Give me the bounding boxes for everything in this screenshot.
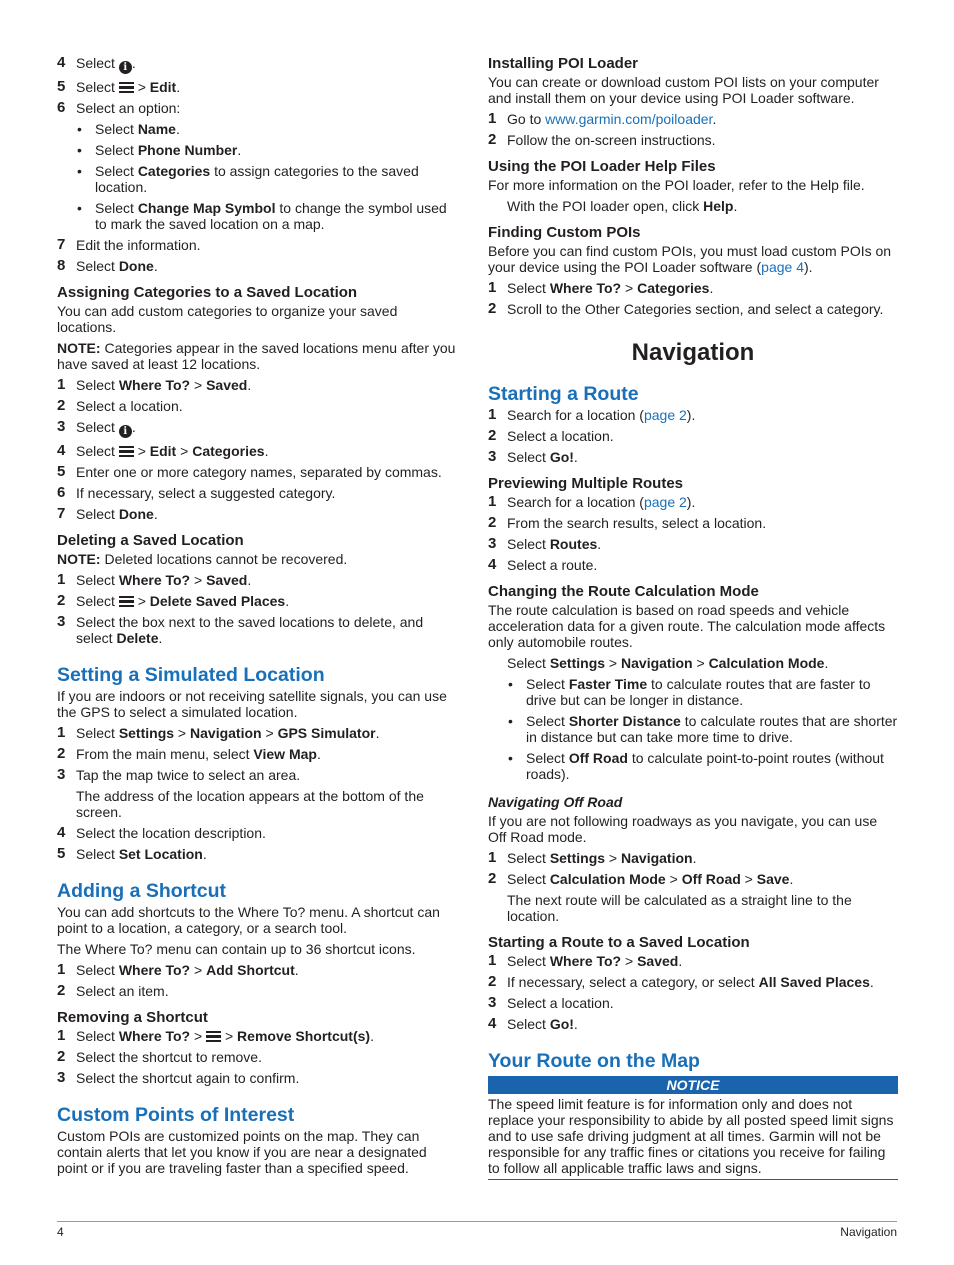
info-icon: i [119, 425, 132, 438]
note: NOTE: Deleted locations cannot be recovered. [57, 551, 348, 567]
step: 2 From the main menu, select View Map. [57, 745, 321, 762]
menu-icon [119, 82, 134, 93]
page-link[interactable]: page 2 [643, 494, 687, 510]
step: 8 Select Done. [57, 257, 158, 274]
step: 4 Select Go!. [488, 1015, 578, 1032]
step: 3 Tap the map twice to select an area. [57, 766, 301, 783]
page-link[interactable]: page 4 [761, 259, 804, 275]
section-title: Custom Points of Interest [57, 1104, 295, 1126]
step: 3 Select a location. [488, 994, 614, 1011]
notice-bar: NOTICE [488, 1076, 898, 1094]
step: 2 Select the shortcut to remove. [57, 1048, 262, 1065]
step-note: The next route will be calculated as a straight line to the location. [507, 892, 852, 924]
step: 1 Select Where To? > Add Shortcut. [57, 961, 299, 978]
paragraph: The route calculation is based on road speeds and vehicle acceleration data for a given route. The calculation mode affects only automobile routes. [488, 602, 886, 650]
note: NOTE: Categories appear in the saved locations menu after you have saved at least 12 locations. [57, 340, 456, 372]
menu-icon [119, 446, 134, 457]
step: 3 Select Go!. [488, 448, 578, 465]
paragraph: Custom POIs are customized points on the map. They can contain alerts that let you know if you are near a designated point or if you are traveling faster than a specified speed. [57, 1128, 427, 1176]
menu-icon [119, 596, 134, 607]
step: 5 Select Set Location. [57, 845, 207, 862]
paragraph: You can add custom categories to organize your saved locations. [57, 303, 398, 335]
list-item: • Select Shorter Distance to calculate routes that are shorter in distance but can take more time to drive. [508, 713, 898, 745]
step: 1 Search for a location (page 2). [488, 406, 696, 423]
step: 1 Search for a location (page 2). [488, 493, 696, 510]
step: 4 Select a route. [488, 556, 598, 573]
step: 2 Select an item. [57, 982, 169, 999]
paragraph: You can add shortcuts to the Where To? menu. A shortcut can point to a location, a category, or a search tool. [57, 904, 440, 936]
step: 3 Select Routes. [488, 535, 602, 552]
step-note: With the POI loader open, click Help. [507, 198, 738, 214]
left-column [57, 55, 459, 1181]
step: 2 From the search results, select a location. [488, 514, 767, 531]
step-note: The address of the location appears at the bottom of the screen. [76, 788, 424, 820]
step: 4 Select the location description. [57, 824, 266, 841]
section-heading: Starting a Route to a Saved Location [488, 934, 750, 951]
page-link[interactable]: page 2 [643, 407, 687, 423]
step: 4 Select > Edit > Categories. [57, 442, 269, 459]
step: 2 If necessary, select a category, or select All Saved Places. [488, 973, 874, 990]
section-title: Your Route on the Map [488, 1050, 700, 1072]
step: 1 Select Where To? > Categories. [488, 279, 714, 296]
step: 6 Select an option: [57, 99, 181, 116]
paragraph: The Where To? menu can contain up to 36 shortcut icons. [57, 941, 416, 957]
step: 5 Enter one or more category names, separated by commas. [57, 463, 442, 480]
step: 3 Select i . [57, 418, 136, 437]
section-heading: Assigning Categories to a Saved Location [57, 284, 358, 301]
step: 7 Select Done. [57, 505, 158, 522]
notice-text: The speed limit feature is for information only and does not replace your responsibility to abide by all posted speed limit signs and to use safe driving judgment at all times. Garmin will not be responsible for any traffic fines or citations you receive for failing to follow all applicable traffic laws and signs. [488, 1096, 898, 1180]
section-heading: Deleting a Saved Location [57, 532, 244, 549]
step: 1 Select Where To? > Saved. [57, 376, 252, 393]
menu-icon [206, 1031, 221, 1042]
paragraph: Before you can find custom POIs, you must load custom POIs on your device using the POI Loader software (page 4). [488, 243, 892, 275]
section-heading: Changing the Route Calculation Mode [488, 583, 759, 600]
step: 2 Follow the on-screen instructions. [488, 131, 716, 148]
subsection-heading: Navigating Off Road [488, 794, 623, 810]
section-title: Setting a Simulated Location [57, 664, 325, 686]
section-heading: Previewing Multiple Routes [488, 475, 684, 492]
step: 1 Select Where To? > Saved. [57, 571, 252, 588]
paragraph: For more information on the POI loader, refer to the Help file. [488, 177, 865, 193]
footer-section: Navigation [840, 1225, 897, 1239]
step: 7 Edit the information. [57, 236, 201, 253]
list-item: • Select Name. [77, 121, 180, 137]
info-icon: i [119, 61, 132, 74]
footer-divider [57, 1221, 897, 1222]
step-note: Select Settings > Navigation > Calculation Mode. [507, 655, 829, 671]
step: 3 Select the shortcut again to confirm. [57, 1069, 300, 1086]
list-item: • Select Faster Time to calculate routes that are faster to drive but can be longer in distance. [508, 676, 871, 708]
step: 3 Select the box next to the saved locations to delete, and select Delete. [57, 613, 424, 646]
section-heading: Finding Custom POIs [488, 224, 641, 241]
step: 1 Select Where To? > > Remove Shortcut(s). [57, 1027, 374, 1044]
section-title: Adding a Shortcut [57, 880, 226, 902]
chapter-title: Navigation [631, 339, 755, 366]
list-item: • Select Change Map Symbol to change the symbol used to mark the saved location on a map. [77, 200, 447, 232]
step: 1 Go to www.garmin.com/poiloader. [488, 110, 717, 127]
paragraph: If you are not following roadways as you navigate, you can use Off Road mode. [488, 813, 878, 845]
step: 2 Scroll to the Other Categories section, and select a category. [488, 300, 884, 317]
paragraph: If you are indoors or not receiving satellite signals, you can use the GPS to select a simulated location. [57, 688, 447, 720]
step: 2 Select Calculation Mode > Off Road > Save. [488, 870, 794, 887]
step: 1 Select Settings > Navigation. [488, 849, 697, 866]
section-heading: Installing POI Loader [488, 55, 639, 72]
page-number: 4 [57, 1225, 64, 1239]
list-item: • Select Phone Number. [77, 142, 242, 158]
poiloader-link[interactable]: www.garmin.com/poiloader [545, 111, 713, 127]
step: 4 Select i . [57, 54, 136, 73]
step: 1 Select Settings > Navigation > GPS Simulator. [57, 724, 380, 741]
paragraph: You can create or download custom POI lists on your computer and install them on your device using POI Loader software. [488, 74, 879, 106]
step: 6 If necessary, select a suggested category. [57, 484, 336, 501]
step: 1 Select Where To? > Saved. [488, 952, 683, 969]
list-item: • Select Categories to assign categories to the saved location. [77, 163, 419, 195]
step: 2 Select a location. [57, 397, 183, 414]
right-column [488, 55, 898, 1180]
section-title: Starting a Route [488, 383, 639, 405]
section-heading: Using the POI Loader Help Files [488, 158, 716, 175]
step: 2 Select a location. [488, 427, 614, 444]
list-item: • Select Off Road to calculate point-to-point routes (without roads). [508, 750, 884, 782]
step: 5 Select > Edit. [57, 78, 181, 95]
section-heading: Removing a Shortcut [57, 1009, 208, 1026]
step: 2 Select > Delete Saved Places. [57, 592, 290, 609]
